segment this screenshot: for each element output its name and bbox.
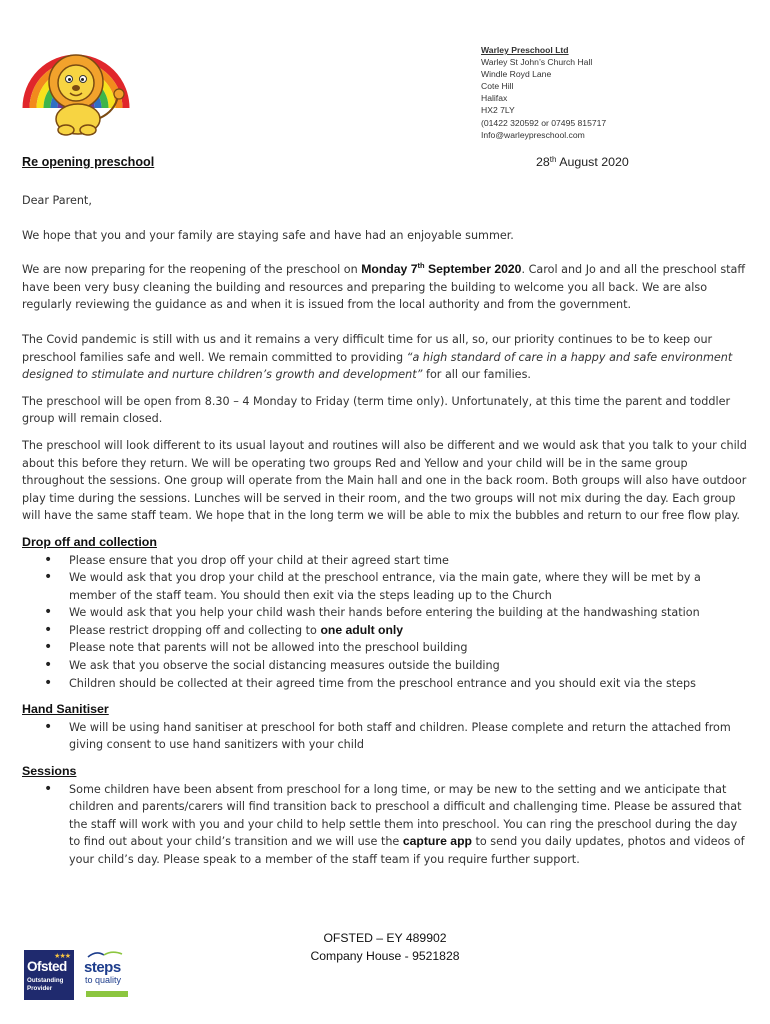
list-item: • Children should be collected at their agreed time from the preschool entrance and you should exit via the steps [22,675,750,693]
steps-level-bar [86,991,128,997]
ofsted-line: Outstanding [27,977,64,984]
address-line: Windle Royd Lane [481,69,552,80]
text: th [417,261,425,271]
paragraph-covid [22,331,750,384]
address-line: HX2 7LY [481,105,515,116]
email-line: Info@warleypreschool.com [481,129,585,140]
list-item: • We will be using hand sanitiser at preschool for both staff and children. Please complete and return the attached from giving consent to use hand sanitizers with your child [22,719,750,754]
text: for all our families. [422,368,531,382]
ofsted-line: Provider [27,985,53,992]
text: . Carol and Jo and all the preschool staff have been very busy cleaning the building and resources and preparing the building to welcome you all back. We are also regularly reviewing the guidance as and when it is issued from the local authority and from the government. [22,263,746,312]
list-item: • We would ask that you drop your child at the preschool entrance, via the main gate, where they will be met by a member of the staff team. You should then exit via the steps leading up to the Church [22,569,750,604]
list-item: • Please note that parents will not be allowed into the preschool building [22,639,750,657]
date-rest: August 2020 [556,155,629,169]
one-adult-only: one adult only [320,622,404,637]
address-line: Warley St John’s Church Hall [481,57,593,68]
text: September 2020 [424,262,522,277]
preschool-name: Warley Preschool Ltd [481,45,569,55]
phone-line: (01422 320592 or 07495 815717 [481,117,607,128]
text: to send you daily updates, photos and videos of your child’s day. Please speak to a member of the staff team if you require further support. [69,835,745,866]
list-item [22,622,750,640]
text: The Covid pandemic is still with us and it remains a very difficult time for us all, so, our priority continues to be to keep our preschool families safe and well. We remain committed to providing [22,332,713,364]
steps-to-quality-badge [84,950,130,1000]
list-item: • We would ask that you help your child wash their hands before entering the building at the handwashing station [22,604,750,622]
paragraph-summer: We hope that you and your family are staying safe and have had an enjoyable summer. [22,228,514,242]
paragraph-layout: The preschool will look different to its usual layout and routines will also be different and we would ask that you talk to your child about this before they return. We will be operating two groups Red and Yellow and your child will be in the same group throughout the sessions. One group will operate from the Main hall and one in the back room. Both groups will also have outdoor play time during the sessions. Lunches will be served in their room, and the two groups will not mix during the day. Each group will have the same staff team. We hope that in the long term we will be able to mix the bubbles and return to our free flow play. [22,438,747,523]
reopening-date [361,262,521,276]
preschool-address [481,44,606,141]
text: Monday 7 [361,262,418,277]
paragraph-reopening [22,261,750,314]
address-line: Cote Hill [481,81,514,92]
steps-icon [86,950,126,959]
stars-icon: ★★★ [54,953,70,960]
sessions-list [22,781,750,869]
date-day: 28 [536,155,550,169]
ofsted-number: OFSTED – EY 489902 [323,931,447,945]
quote: “a high standard of care in a happy and safe environment designed to stimulate and nurture children’s growth and development” [22,350,733,382]
capture-app: capture app [402,834,472,849]
address-line: Halifax [481,93,508,104]
sanitiser-list [22,719,750,754]
text: We are now preparing for the reopening of the preschool on [22,263,362,277]
rainbow-lion-logo [20,16,132,138]
letter-body [22,192,750,869]
heading-drop-off: Drop off and collection [22,534,157,549]
list-item [22,781,750,869]
ofsted-outstanding-badge [24,950,74,1000]
letter-subject: Re opening preschool [22,155,155,169]
text: Please restrict dropping off and collecting to [69,623,321,637]
ofsted-word: Ofsted [27,959,67,974]
drop-off-list [22,552,750,693]
letter-date [536,155,629,169]
company-number: Company House - 9521828 [310,948,460,963]
paragraph-hours: The preschool will be open from 8.30 – 4 Monday to Friday (term time only). Unfortunately, at this time the parent and toddler group will remain closed. [22,394,731,426]
steps-sub: to quality [85,975,122,985]
salutation: Dear Parent, [22,194,92,207]
heading-sessions: Sessions [22,764,77,779]
list-item: • Please ensure that you drop off your child at their agreed start time [22,552,750,570]
list-item: • We ask that you observe the social distancing measures outside the building [22,657,750,675]
heading-hand-sanitiser: Hand Sanitiser [22,702,109,717]
steps-word: steps [84,959,121,976]
date-suffix: th [549,155,557,164]
text: Some children have been absent from preschool for a long time, or may be new to the setting and we anticipate that children and parents/carers will find transition back to preschool a difficult and challenging time. Please be assured that the staff will work with you and your child to help settle them into preschool. You can ring the preschool during the day to find out about your child’s transition and we will use the [69,782,742,849]
